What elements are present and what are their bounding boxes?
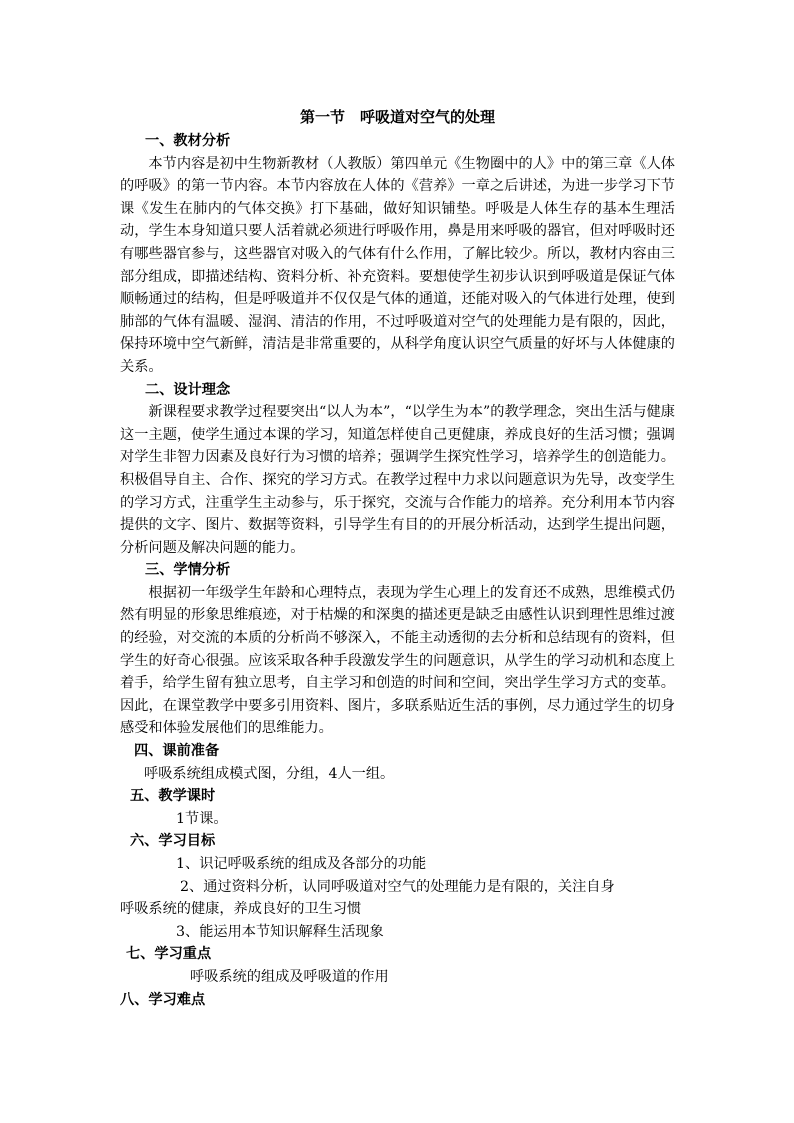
section-heading-3: 三、学情分析 — [145, 562, 231, 579]
section-body-4: 呼吸系统组成模式图，分组，4人一组。 — [144, 765, 395, 782]
section-body-3: 根据初一年级学生年龄和心理特点，表现为学生心理上的发育还不成熟，思维模式仍然有明显的形象思维痕迹，对于枯燥的和深奥的描述更是缺乏由感性认识到理性思维过渡的经验，对交流的本质的分析尚不够深入，不能主动透彻的去分析和总结现有的资料，但学生的好奇心很强。应该采取各种手段激发学生的问题意识，从学生的学习动机和态度上着手，给学生留有独立思考，自主学习和创造的时间和空间，突出学生学习方式的变革。因此，在课堂教学中要多引用资料、图片，多联系贴近生活的事例，尽力通过学生的切身感受和体验发展他们的思维能力。 — [120, 584, 675, 737]
section-heading-7: 七、学习重点 — [126, 946, 212, 963]
goal-1: 1、识记呼吸系统的组成及各部分的功能 — [176, 856, 427, 872]
section-heading-4: 四、课前准备 — [134, 743, 220, 760]
section-body-7: 呼吸系统的组成及呼吸道的作用 — [190, 968, 389, 985]
goal-3: 3、能运用本节知识解释生活现象 — [176, 923, 384, 940]
section-heading-8: 八、学习难点 — [120, 991, 206, 1008]
section-heading-1: 一、教材分析 — [145, 133, 231, 149]
section-body-1: 本节内容是初中生物新教材（人教版）第四单元《生物圈中的人》中的第三章《人体的呼吸》的第一节内容。本节内容放在人体的《营养》一章之后讲述，为进一步学习下节课《发生在肺内的气体交换》打下基础，做好知识铺垫。呼吸是人体生存的基本生理活动，学生本身知道只要人活着就必须进行呼吸作用，鼻是用来呼吸的器官，但对呼吸时还有哪些器官参与，这些器官对吸入的气体有什么作用，了解比较少。所以，教材内容由三部分组成，即描述结构、资料分析、补充资料。要想使学生初步认识到呼吸道是保证气体顺畅通过的结构，但是呼吸道并不仅仅是气体的通道，还能对吸入的气体进行处理，使到肺部的气体有温暖、湿润、清洁的作用，不过呼吸道对空气的处理能力是有限的，因此，保持环境中空气新鲜，清洁是非常重要的，从科学角度认识空气质量的好坏与人体健康的关系。 — [120, 155, 675, 375]
goal-2-continued: 呼吸系统的健康，养成良好的卫生习惯 — [120, 901, 362, 918]
section-body-2: 新课程要求教学过程要突出“以人为本”，“以学生为本”的教学理念，突出生活与健康这一主题，使学生通过本课的学习，知道怎样使自己更健康，养成良好的生活习惯；强调对学生非智力因素及良好行为习惯的培养；强调学生探究性学习，培养学生的创造能力。积极倡导自主、合作、探究的学习方式。在教学过程中力求以问题意识为先导，改变学生的学习方式，注重学生主动参与，乐于探究，交流与合作能力的培养。充分利用本节内容提供的文字、图片、数据等资料，引导学生有目的的开展分析活动，达到学生提出问题，分析问题及解决问题的能力。 — [120, 404, 675, 556]
section-heading-6: 六、学习目标 — [130, 833, 216, 850]
page-title: 第一节 呼吸道对空气的处理 — [299, 108, 495, 126]
section-heading-5: 五、教学课时 — [130, 788, 216, 805]
section-heading-2: 二、设计理念 — [145, 381, 231, 398]
section-body-5: 1节课。 — [176, 810, 228, 827]
document-content — [120, 104, 675, 1011]
goal-2: 2、通过资料分析，认同呼吸道对空气的处理能力是有限的，关注自身 — [180, 878, 615, 895]
